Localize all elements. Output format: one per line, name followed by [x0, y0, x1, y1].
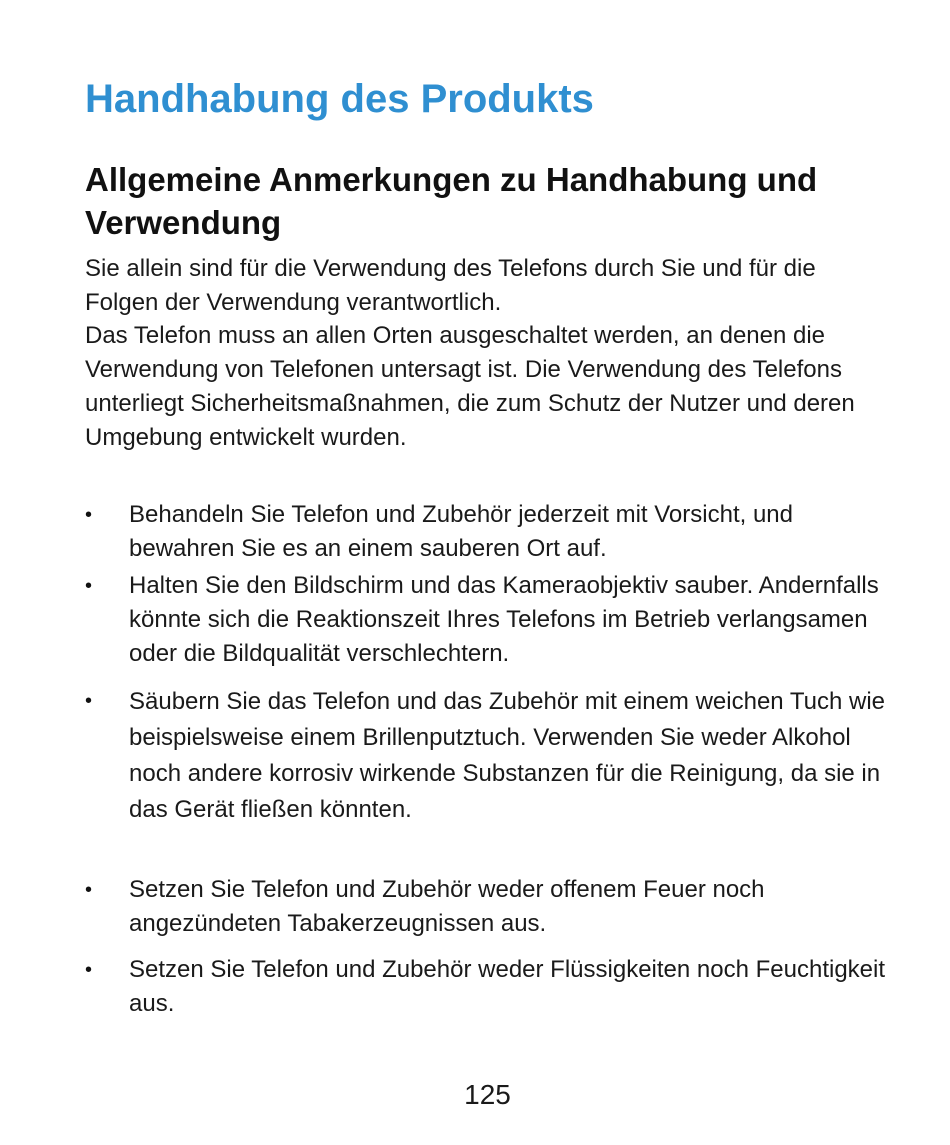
page-number: 125: [464, 1079, 511, 1110]
paragraph-restrictions: Das Telefon muss an allen Orten ausgeschaltet werden, an denen die Verwendung von Telefonen untersagt ist. Die Verwendung des Telefons unterliegt Sicherheitsmaßnahmen, die zum Schutz der Nutzer und deren Umgebung entwickelt wurden.: [85, 322, 855, 451]
bullet-icon: •: [85, 690, 93, 712]
list-item-text: Behandeln Sie Telefon und Zubehör jederzeit mit Vorsicht, und bewahren Sie es an einem sauberen Ort auf.: [129, 501, 793, 562]
bullet-icon: •: [85, 879, 93, 901]
list-item-text: Säubern Sie das Telefon und das Zubehör mit einem weichen Tuch wie beispielsweise einem Brillenputztuch. Verwenden Sie weder Alkohol noch andere korrosiv wirkende Substanzen für die Reinigung, da sie in das Gerät fließen könnten.: [129, 688, 886, 823]
section-title: Allgemeine Anmerkungen zu Handhabung und Verwendung: [85, 161, 818, 241]
bullet-icon: •: [85, 575, 93, 597]
list-item-text: Setzen Sie Telefon und Zubehör weder Flüssigkeiten noch Feuchtigkeit aus.: [129, 956, 886, 1017]
page-title: Handhabung des Produkts: [85, 77, 594, 121]
list-item-text: Setzen Sie Telefon und Zubehör weder offenem Feuer noch angezündeten Tabakerzeugnissen aus.: [129, 876, 765, 937]
bullet-icon: •: [85, 959, 93, 981]
paragraph-responsibility: Sie allein sind für die Verwendung des Telefons durch Sie und für die Folgen der Verwendung verantwortlich.: [85, 255, 816, 316]
bullet-icon: •: [85, 504, 93, 526]
list-item-text: Halten Sie den Bildschirm und das Kameraobjektiv sauber. Andernfalls könnte sich die Reaktionszeit Ihres Telefons im Betrieb verlangsamen oder die Bildqualität verschlechtern.: [129, 572, 879, 667]
